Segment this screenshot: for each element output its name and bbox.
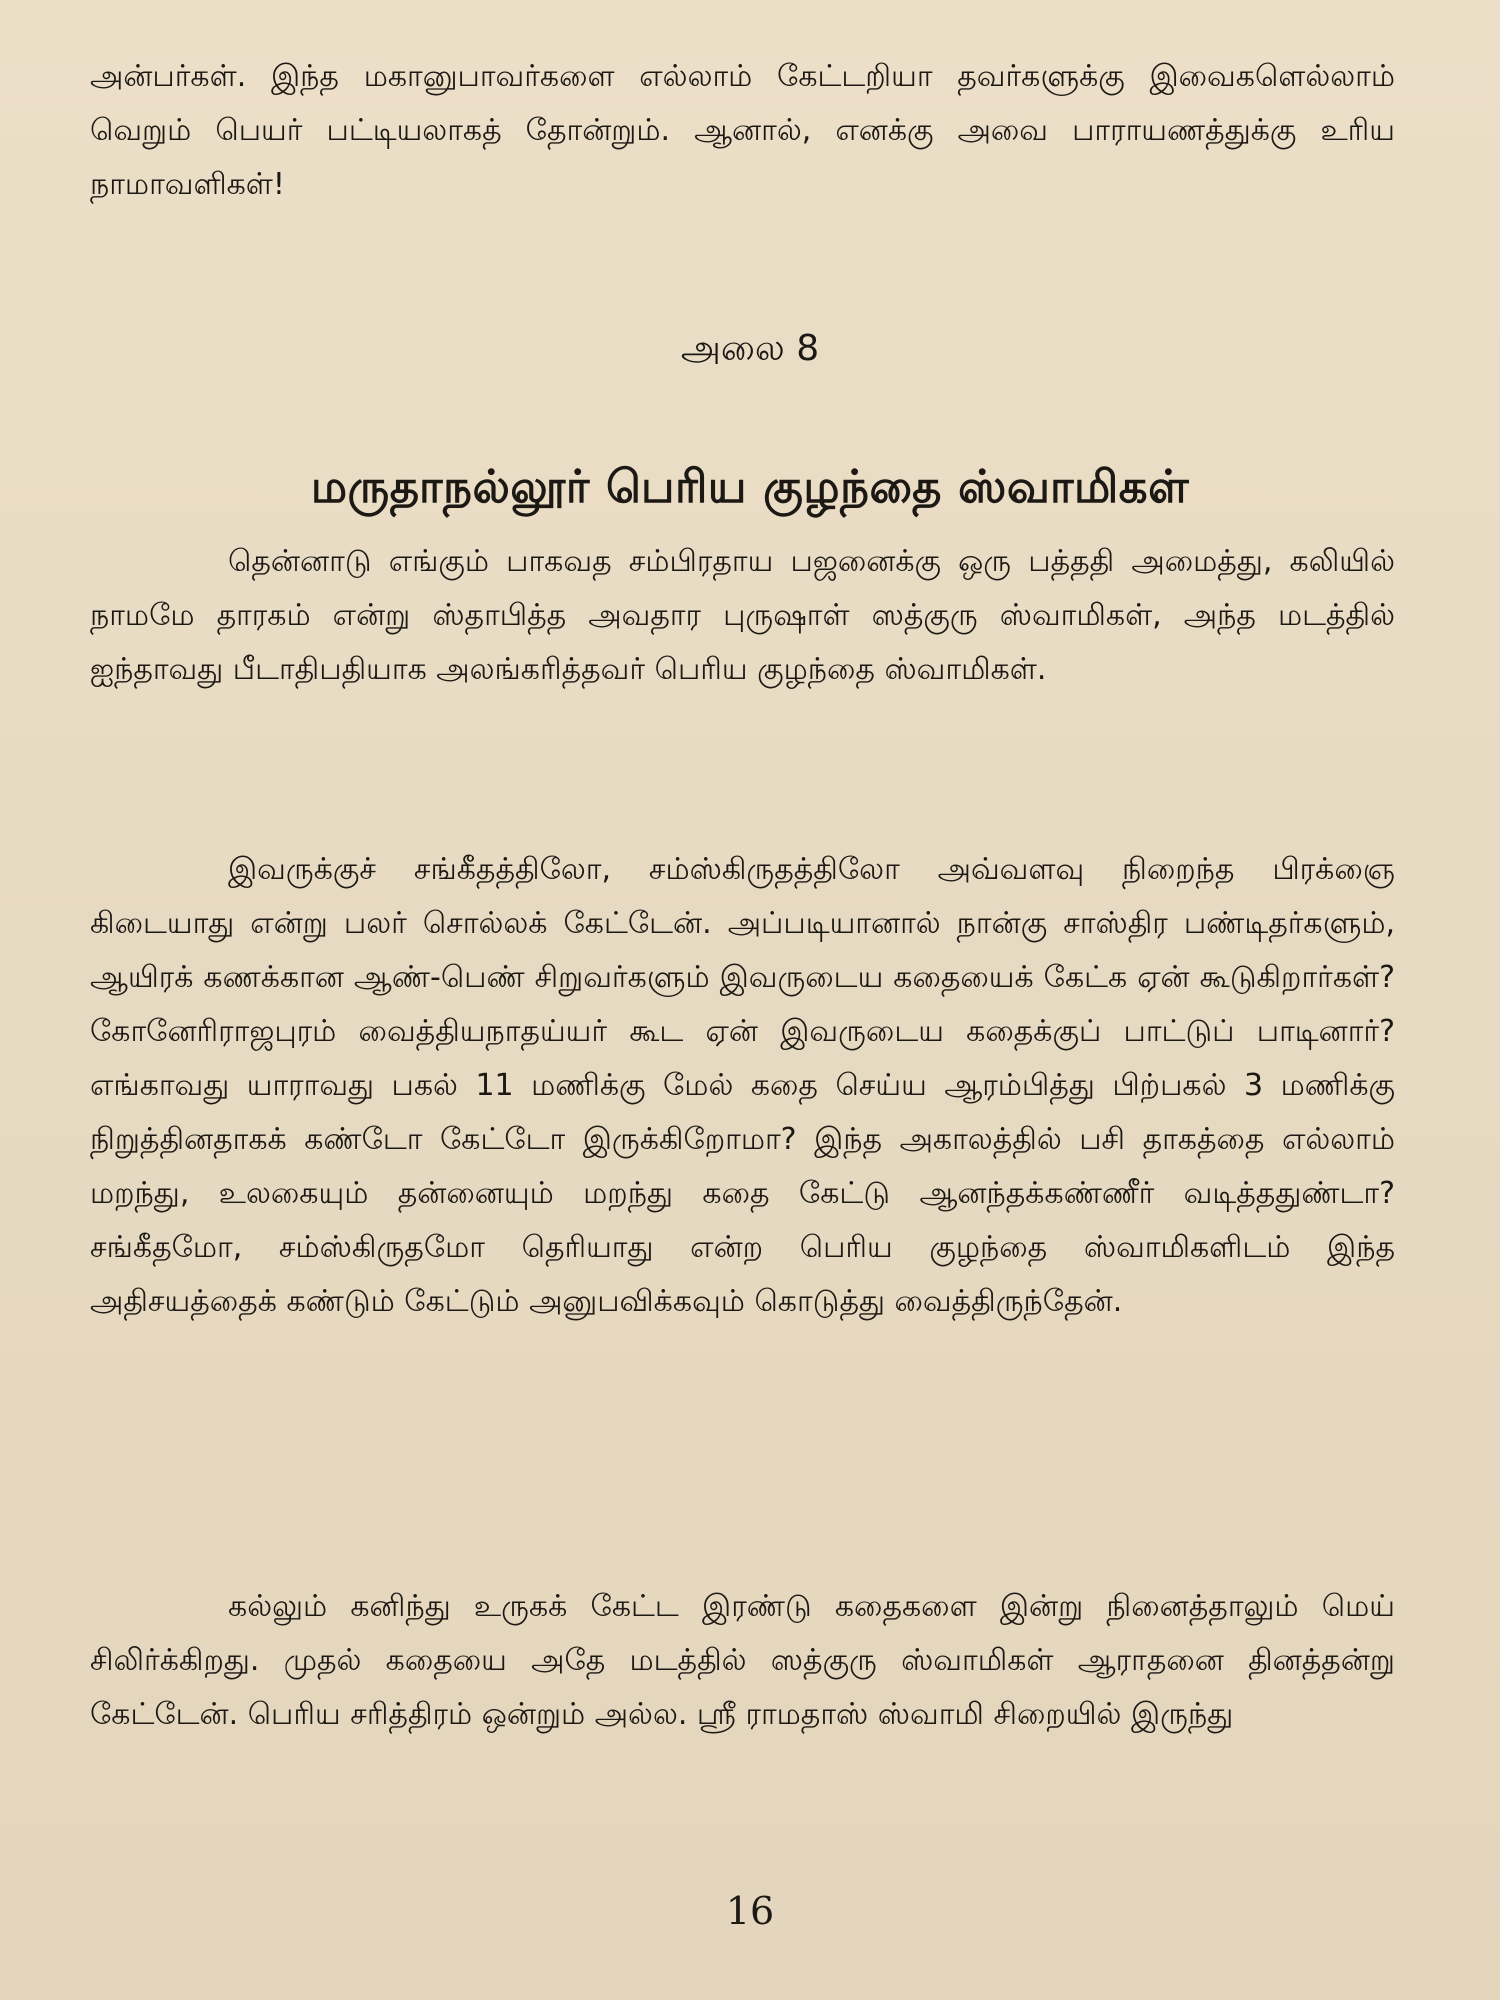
chapter-title: மருதாநல்லூர் பெரிய குழந்தை ஸ்வாமிகள் xyxy=(310,460,1190,514)
paragraph-1: தென்னாடு எங்கும் பாகவத சம்பிரதாய பஜனைக்கு ஒரு பத்ததி அமைத்து, கலியில் நாமமே தாரகம் என்று ஸ்தாபித்த அவதார புருஷாள் ஸத்குரு ஸ்வாமிகள், அந்த மடத்தில் ஐந்தாவது பீடாதிபதியாக அலங்கரித்தவர் பெரிய குழந்தை ஸ்வாமிகள். xyxy=(90,544,1395,687)
continued-paragraph: அன்பர்கள். இந்த மகானுபாவர்களை எல்லாம் கேட்டறியா தவர்களுக்கு இவைகளெல்லாம் வெறும் பெயர் பட்டியலாகத் தோன்றும். ஆனால், எனக்கு அவை பாராயணத்துக்கு உரிய நாமாவளிகள்! xyxy=(90,59,1395,202)
section-number: அலை 8 xyxy=(680,328,820,369)
paragraph-2: இவருக்குச் சங்கீதத்திலோ, சம்ஸ்கிருதத்திலோ அவ்வளவு நிறைந்த பிரக்ஞை கிடையாது என்று பலர் சொல்லக் கேட்டேன். அப்படியானால் நான்கு சாஸ்திர பண்டிதர்களும், ஆயிரக் கணக்கான ஆண்-பெண் சிறுவர்களும் இவருடைய கதையைக் கேட்க ஏன் கூடுகிறார்கள்? கோனேரிராஜபுரம் வைத்தியநாதய்யர் கூட ஏன் இவருடைய கதைக்குப் பாட்டுப் பாடினார்? எங்காவது யாராவது பகல் 11 மணிக்கு மேல் கதை செய்ய ஆரம்பித்து பிற்பகல் 3 மணிக்கு நிறுத்தினதாகக் கண்டோ கேட்டோ இருக்கிறோமா? இந்த அகாலத்தில் பசி தாகத்தை எல்லாம் மறந்து, உலகையும் தன்னையும் மறந்து கதை கேட்டு ஆனந்தக்கண்ணீர் வடித்ததுண்டா? சங்கீதமோ, சம்ஸ்கிருதமோ தெரியாது என்ற பெரிய குழந்தை ஸ்வாமிகளிடம் இந்த அதிசயத்தைக் கண்டும் கேட்டும் அனுபவிக்கவும் கொடுத்து வைத்திருந்தேன். xyxy=(90,852,1396,1319)
page-number: 16 xyxy=(725,1889,775,1933)
paragraph-3: கல்லும் கனிந்து உருகக் கேட்ட இரண்டு கதைகளை இன்று நினைத்தாலும் மெய் சிலிர்க்கிறது. முதல் கதையை அதே மடத்தில் ஸத்குரு ஸ்வாமிகள் ஆராதனை தினத்தன்று கேட்டேன். பெரிய சரித்திரம் ஒன்றும் அல்ல. ஸ்ரீ ராமதாஸ் ஸ்வாமி சிறையில் இருந்து xyxy=(90,1589,1395,1732)
